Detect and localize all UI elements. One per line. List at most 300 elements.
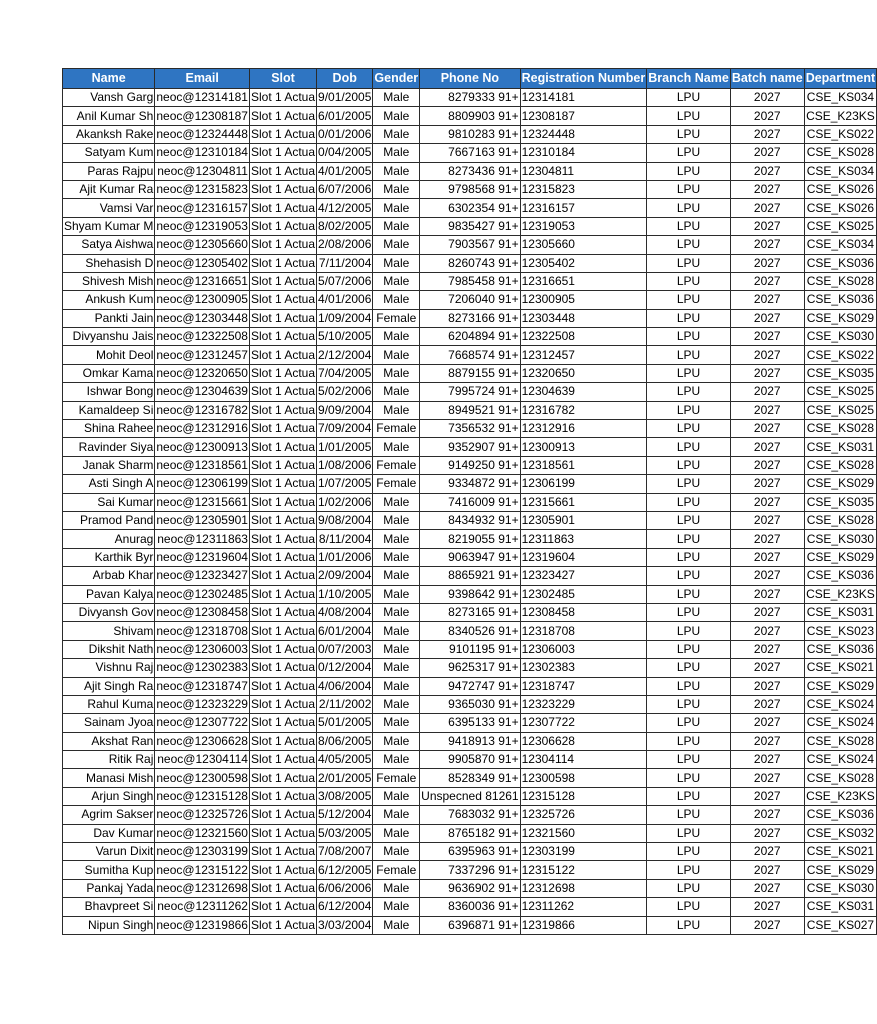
col-registration-cell[interactable]: 12322508 (520, 328, 647, 346)
col-branch-header[interactable]: Branch Name (647, 69, 731, 89)
col-registration-header[interactable]: Registration Number (520, 69, 647, 89)
col-department-cell[interactable]: CSE_KS036 (804, 640, 876, 658)
col-branch-cell[interactable]: LPU (647, 420, 731, 438)
col-department-cell[interactable]: CSE_KS029 (804, 861, 876, 879)
col-gender-cell[interactable]: Male (373, 493, 420, 511)
col-batch-cell[interactable]: 2027 (730, 695, 804, 713)
col-gender-cell[interactable]: Male (373, 401, 420, 419)
col-dob-cell[interactable]: 4/12/2005 (317, 199, 373, 217)
col-branch-cell[interactable]: LPU (647, 530, 731, 548)
col-batch-cell[interactable]: 2027 (730, 383, 804, 401)
col-gender-cell[interactable]: Female (373, 420, 420, 438)
col-batch-cell[interactable]: 2027 (730, 861, 804, 879)
col-name-cell[interactable]: Ravinder Siya (63, 438, 155, 456)
col-slot-cell[interactable]: Slot 1 Actua (249, 438, 316, 456)
col-gender-cell[interactable]: Male (373, 272, 420, 290)
col-name-cell[interactable]: Shivesh Mish (63, 272, 155, 290)
col-dob-cell[interactable]: 8/02/2005 (317, 217, 373, 235)
table-row[interactable] (63, 107, 877, 125)
col-batch-cell[interactable]: 2027 (730, 548, 804, 566)
col-department-cell[interactable]: CSE_KS026 (804, 199, 876, 217)
col-name-cell[interactable]: Akshat Ran (63, 732, 155, 750)
col-branch-cell[interactable]: LPU (647, 456, 731, 474)
col-phone-cell[interactable]: +91 8340526 (420, 622, 520, 640)
col-slot-cell[interactable]: Slot 1 Actua (249, 824, 316, 842)
table-row[interactable] (63, 640, 877, 658)
col-email-cell[interactable]: 12305660@neoc (155, 236, 250, 254)
col-batch-cell[interactable]: 2027 (730, 309, 804, 327)
col-batch-cell[interactable]: 2027 (730, 272, 804, 290)
col-dob-cell[interactable]: 0/07/2003 (317, 640, 373, 658)
col-branch-cell[interactable]: LPU (647, 236, 731, 254)
col-phone-cell[interactable]: Unspecned 81261 (420, 787, 520, 805)
col-batch-cell[interactable]: 2027 (730, 751, 804, 769)
col-phone-cell[interactable]: +91 9334872 (420, 475, 520, 493)
col-name-cell[interactable]: Ajit Singh Ra (63, 677, 155, 695)
col-gender-cell[interactable]: Male (373, 659, 420, 677)
col-name-cell[interactable]: Vamsi Var (63, 199, 155, 217)
col-department-cell[interactable]: CSE_KS036 (804, 806, 876, 824)
col-name-cell[interactable]: Vishnu Raj (63, 659, 155, 677)
col-gender-header[interactable]: Gender (373, 69, 420, 89)
col-department-cell[interactable]: CSE_KS034 (804, 89, 876, 107)
table-row[interactable] (63, 567, 877, 585)
col-batch-cell[interactable]: 2027 (730, 530, 804, 548)
col-registration-cell[interactable]: 12318708 (520, 622, 647, 640)
col-phone-cell[interactable]: +91 9810283 (420, 125, 520, 143)
col-email-cell[interactable]: 12318561@neoc (155, 456, 250, 474)
col-gender-cell[interactable]: Male (373, 328, 420, 346)
col-name-cell[interactable]: Bhavpreet Si (63, 898, 155, 916)
col-dob-cell[interactable]: 3/08/2005 (317, 787, 373, 805)
table-row[interactable] (63, 272, 877, 290)
col-registration-cell[interactable]: 12306003 (520, 640, 647, 658)
col-name-cell[interactable]: Janak Sharm (63, 456, 155, 474)
col-registration-cell[interactable]: 12304639 (520, 383, 647, 401)
table-row[interactable] (63, 916, 877, 934)
col-department-cell[interactable]: CSE_KS029 (804, 309, 876, 327)
col-registration-cell[interactable]: 12312698 (520, 879, 647, 897)
col-slot-cell[interactable]: Slot 1 Actua (249, 364, 316, 382)
col-dob-cell[interactable]: 5/07/2006 (317, 272, 373, 290)
col-slot-cell[interactable]: Slot 1 Actua (249, 861, 316, 879)
col-department-cell[interactable]: CSE_K23KS (804, 585, 876, 603)
col-branch-cell[interactable]: LPU (647, 401, 731, 419)
col-gender-cell[interactable]: Male (373, 180, 420, 198)
col-branch-cell[interactable]: LPU (647, 677, 731, 695)
col-branch-cell[interactable]: LPU (647, 898, 731, 916)
col-department-cell[interactable]: CSE_KS030 (804, 530, 876, 548)
col-email-cell[interactable]: 12305402@neoc (155, 254, 250, 272)
col-branch-cell[interactable]: LPU (647, 89, 731, 107)
col-batch-cell[interactable]: 2027 (730, 217, 804, 235)
col-email-cell[interactable]: 12319604@neoc (155, 548, 250, 566)
table-row[interactable] (63, 291, 877, 309)
col-gender-cell[interactable]: Male (373, 695, 420, 713)
col-email-cell[interactable]: 12306199@neoc (155, 475, 250, 493)
col-phone-cell[interactable]: +91 7337296 (420, 861, 520, 879)
table-row[interactable] (63, 603, 877, 621)
col-gender-cell[interactable]: Male (373, 291, 420, 309)
table-row[interactable] (63, 879, 877, 897)
col-name-cell[interactable]: Dav Kumar (63, 824, 155, 842)
col-batch-cell[interactable]: 2027 (730, 144, 804, 162)
col-phone-cell[interactable]: +91 6302354 (420, 199, 520, 217)
col-dob-cell[interactable]: 4/01/2006 (317, 291, 373, 309)
col-name-cell[interactable]: Divyanshu Jais (63, 328, 155, 346)
col-dob-cell[interactable]: 5/12/2004 (317, 806, 373, 824)
col-email-cell[interactable]: 12300598@neoc (155, 769, 250, 787)
col-phone-cell[interactable]: +91 6396871 (420, 916, 520, 934)
col-phone-cell[interactable]: +91 9905870 (420, 751, 520, 769)
table-row[interactable] (63, 401, 877, 419)
col-batch-cell[interactable]: 2027 (730, 787, 804, 805)
col-email-header[interactable]: Email (155, 69, 250, 89)
col-gender-cell[interactable]: Male (373, 603, 420, 621)
col-slot-cell[interactable]: Slot 1 Actua (249, 879, 316, 897)
col-dob-cell[interactable]: 7/09/2004 (317, 420, 373, 438)
table-row[interactable] (63, 806, 877, 824)
col-phone-cell[interactable]: +91 9636902 (420, 879, 520, 897)
col-slot-cell[interactable]: Slot 1 Actua (249, 199, 316, 217)
col-phone-cell[interactable]: +91 9418913 (420, 732, 520, 750)
col-phone-cell[interactable]: +91 9472747 (420, 677, 520, 695)
col-gender-cell[interactable]: Male (373, 217, 420, 235)
col-registration-cell[interactable]: 12319053 (520, 217, 647, 235)
col-gender-cell[interactable]: Male (373, 162, 420, 180)
table-row[interactable] (63, 677, 877, 695)
col-phone-cell[interactable]: +91 8279333 (420, 89, 520, 107)
col-batch-cell[interactable]: 2027 (730, 438, 804, 456)
col-name-cell[interactable]: Asti Singh A (63, 475, 155, 493)
table-row[interactable] (63, 254, 877, 272)
col-registration-cell[interactable]: 12306628 (520, 732, 647, 750)
col-email-cell[interactable]: 12302485@neoc (155, 585, 250, 603)
col-department-cell[interactable]: CSE_KS025 (804, 217, 876, 235)
col-dob-cell[interactable]: 8/11/2004 (317, 530, 373, 548)
col-batch-cell[interactable]: 2027 (730, 769, 804, 787)
col-branch-cell[interactable]: LPU (647, 438, 731, 456)
col-department-cell[interactable]: CSE_KS022 (804, 125, 876, 143)
col-dob-cell[interactable]: 2/12/2004 (317, 346, 373, 364)
col-branch-cell[interactable]: LPU (647, 364, 731, 382)
col-branch-cell[interactable]: LPU (647, 107, 731, 125)
col-department-cell[interactable]: CSE_KS028 (804, 732, 876, 750)
table-row[interactable] (63, 732, 877, 750)
col-slot-cell[interactable]: Slot 1 Actua (249, 916, 316, 934)
col-slot-cell[interactable]: Slot 1 Actua (249, 511, 316, 529)
table-row[interactable] (63, 751, 877, 769)
col-phone-cell[interactable]: +91 8528349 (420, 769, 520, 787)
col-batch-cell[interactable]: 2027 (730, 714, 804, 732)
col-gender-cell[interactable]: Male (373, 236, 420, 254)
col-name-cell[interactable]: Karthik Byr (63, 548, 155, 566)
col-registration-cell[interactable]: 12311863 (520, 530, 647, 548)
col-gender-cell[interactable]: Male (373, 806, 420, 824)
col-batch-cell[interactable]: 2027 (730, 328, 804, 346)
col-phone-cell[interactable]: +91 8879155 (420, 364, 520, 382)
col-department-cell[interactable]: CSE_KS031 (804, 898, 876, 916)
col-registration-cell[interactable]: 12302485 (520, 585, 647, 603)
col-batch-cell[interactable]: 2027 (730, 254, 804, 272)
col-slot-cell[interactable]: Slot 1 Actua (249, 291, 316, 309)
col-department-cell[interactable]: CSE_KS029 (804, 475, 876, 493)
col-phone-cell[interactable]: +91 7985458 (420, 272, 520, 290)
col-batch-cell[interactable]: 2027 (730, 89, 804, 107)
col-email-cell[interactable]: 12312457@neoc (155, 346, 250, 364)
col-name-cell[interactable]: Anil Kumar Sh (63, 107, 155, 125)
col-registration-cell[interactable]: 12318747 (520, 677, 647, 695)
table-row[interactable] (63, 714, 877, 732)
col-batch-cell[interactable]: 2027 (730, 732, 804, 750)
col-phone-cell[interactable]: +91 9835427 (420, 217, 520, 235)
col-gender-cell[interactable]: Male (373, 824, 420, 842)
col-name-cell[interactable]: Sumitha Kup (63, 861, 155, 879)
table-row[interactable] (63, 180, 877, 198)
col-branch-cell[interactable]: LPU (647, 254, 731, 272)
table-row[interactable] (63, 824, 877, 842)
col-department-cell[interactable]: CSE_KS024 (804, 751, 876, 769)
col-registration-cell[interactable]: 12318561 (520, 456, 647, 474)
col-department-header[interactable]: Department (804, 69, 876, 89)
col-dob-cell[interactable]: 1/01/2006 (317, 548, 373, 566)
table-row[interactable] (63, 769, 877, 787)
col-dob-cell[interactable]: 6/01/2004 (317, 622, 373, 640)
col-branch-cell[interactable]: LPU (647, 916, 731, 934)
col-dob-cell[interactable]: 5/02/2006 (317, 383, 373, 401)
col-phone-cell[interactable]: +91 7206040 (420, 291, 520, 309)
col-slot-cell[interactable]: Slot 1 Actua (249, 603, 316, 621)
col-slot-cell[interactable]: Slot 1 Actua (249, 107, 316, 125)
table-row[interactable] (63, 456, 877, 474)
col-dob-cell[interactable]: 2/11/2002 (317, 695, 373, 713)
col-slot-cell[interactable]: Slot 1 Actua (249, 125, 316, 143)
col-gender-cell[interactable]: Male (373, 364, 420, 382)
col-branch-cell[interactable]: LPU (647, 787, 731, 805)
col-batch-cell[interactable]: 2027 (730, 493, 804, 511)
col-phone-cell[interactable]: +91 8949521 (420, 401, 520, 419)
col-email-cell[interactable]: 12312698@neoc (155, 879, 250, 897)
col-gender-cell[interactable]: Female (373, 475, 420, 493)
col-email-cell[interactable]: 12322508@neoc (155, 328, 250, 346)
col-dob-cell[interactable]: 0/04/2005 (317, 144, 373, 162)
col-email-cell[interactable]: 12310184@neoc (155, 144, 250, 162)
col-slot-cell[interactable]: Slot 1 Actua (249, 420, 316, 438)
col-branch-cell[interactable]: LPU (647, 732, 731, 750)
table-row[interactable] (63, 861, 877, 879)
col-branch-cell[interactable]: LPU (647, 291, 731, 309)
col-department-cell[interactable]: CSE_KS028 (804, 456, 876, 474)
col-department-cell[interactable]: CSE_KS034 (804, 236, 876, 254)
col-name-cell[interactable]: Sai Kumar (63, 493, 155, 511)
col-dob-cell[interactable]: 9/01/2005 (317, 89, 373, 107)
col-gender-cell[interactable]: Male (373, 548, 420, 566)
col-phone-cell[interactable]: +91 9063947 (420, 548, 520, 566)
col-name-cell[interactable]: Shehasish D (63, 254, 155, 272)
col-email-cell[interactable]: 12307722@neoc (155, 714, 250, 732)
col-branch-cell[interactable]: LPU (647, 843, 731, 861)
col-dob-cell[interactable]: 1/07/2005 (317, 475, 373, 493)
col-name-cell[interactable]: Akanksh Rake (63, 125, 155, 143)
col-registration-cell[interactable]: 12305402 (520, 254, 647, 272)
col-phone-cell[interactable]: +91 6395963 (420, 843, 520, 861)
col-gender-cell[interactable]: Male (373, 511, 420, 529)
col-department-cell[interactable]: CSE_K23KS (804, 787, 876, 805)
col-slot-cell[interactable]: Slot 1 Actua (249, 346, 316, 364)
col-gender-cell[interactable]: Male (373, 438, 420, 456)
col-name-cell[interactable]: Dikshit Nath (63, 640, 155, 658)
col-dob-cell[interactable]: 9/08/2004 (317, 511, 373, 529)
col-slot-cell[interactable]: Slot 1 Actua (249, 475, 316, 493)
col-branch-cell[interactable]: LPU (647, 751, 731, 769)
col-phone-cell[interactable]: +91 9398642 (420, 585, 520, 603)
col-branch-cell[interactable]: LPU (647, 272, 731, 290)
col-gender-cell[interactable]: Male (373, 787, 420, 805)
col-department-cell[interactable]: CSE_KS028 (804, 420, 876, 438)
table-row[interactable] (63, 125, 877, 143)
col-department-cell[interactable]: CSE_KS030 (804, 879, 876, 897)
col-branch-cell[interactable]: LPU (647, 695, 731, 713)
col-batch-cell[interactable]: 2027 (730, 475, 804, 493)
col-batch-cell[interactable]: 2027 (730, 567, 804, 585)
col-slot-cell[interactable]: Slot 1 Actua (249, 89, 316, 107)
col-batch-cell[interactable]: 2027 (730, 456, 804, 474)
col-branch-cell[interactable]: LPU (647, 640, 731, 658)
col-name-cell[interactable]: Shivam (63, 622, 155, 640)
col-gender-cell[interactable]: Male (373, 567, 420, 585)
col-dob-cell[interactable]: 6/12/2005 (317, 861, 373, 879)
col-gender-cell[interactable]: Female (373, 456, 420, 474)
col-email-cell[interactable]: 12306003@neoc (155, 640, 250, 658)
col-email-cell[interactable]: 12312916@neoc (155, 420, 250, 438)
col-branch-cell[interactable]: LPU (647, 217, 731, 235)
table-row[interactable] (63, 199, 877, 217)
col-branch-cell[interactable]: LPU (647, 714, 731, 732)
col-department-cell[interactable]: CSE_KS028 (804, 769, 876, 787)
col-gender-cell[interactable]: Male (373, 622, 420, 640)
col-slot-cell[interactable]: Slot 1 Actua (249, 640, 316, 658)
col-phone-cell[interactable]: +91 7416009 (420, 493, 520, 511)
col-name-cell[interactable]: Manasi Mish (63, 769, 155, 787)
col-phone-cell[interactable]: +91 7356532 (420, 420, 520, 438)
col-dob-cell[interactable]: 2/08/2006 (317, 236, 373, 254)
col-department-cell[interactable]: CSE_K23KS (804, 107, 876, 125)
col-registration-cell[interactable]: 12315128 (520, 787, 647, 805)
col-phone-cell[interactable]: +91 7995724 (420, 383, 520, 401)
col-gender-cell[interactable]: Male (373, 125, 420, 143)
col-slot-cell[interactable]: Slot 1 Actua (249, 162, 316, 180)
col-phone-cell[interactable]: +91 7683032 (420, 806, 520, 824)
col-name-cell[interactable]: Ankush Kum (63, 291, 155, 309)
col-batch-cell[interactable]: 2027 (730, 364, 804, 382)
col-registration-cell[interactable]: 12305660 (520, 236, 647, 254)
col-email-cell[interactable]: 12304114@neoc (155, 751, 250, 769)
col-department-cell[interactable]: CSE_KS036 (804, 254, 876, 272)
col-email-cell[interactable]: 12315661@neoc (155, 493, 250, 511)
col-registration-cell[interactable]: 12303199 (520, 843, 647, 861)
col-email-cell[interactable]: 12321560@neoc (155, 824, 250, 842)
col-email-cell[interactable]: 12304639@neoc (155, 383, 250, 401)
col-slot-cell[interactable]: Slot 1 Actua (249, 677, 316, 695)
col-phone-cell[interactable]: +91 9352907 (420, 438, 520, 456)
col-department-cell[interactable]: CSE_KS029 (804, 677, 876, 695)
col-dob-cell[interactable]: 4/05/2005 (317, 751, 373, 769)
col-name-cell[interactable]: Divyansh Gov (63, 603, 155, 621)
col-gender-cell[interactable]: Male (373, 677, 420, 695)
col-slot-cell[interactable]: Slot 1 Actua (249, 144, 316, 162)
col-slot-cell[interactable]: Slot 1 Actua (249, 751, 316, 769)
col-department-cell[interactable]: CSE_KS029 (804, 548, 876, 566)
table-row[interactable] (63, 89, 877, 107)
col-department-cell[interactable]: CSE_KS031 (804, 438, 876, 456)
col-slot-cell[interactable]: Slot 1 Actua (249, 217, 316, 235)
col-dob-cell[interactable]: 7/08/2007 (317, 843, 373, 861)
col-slot-cell[interactable]: Slot 1 Actua (249, 401, 316, 419)
col-dob-cell[interactable]: 1/09/2004 (317, 309, 373, 327)
col-email-cell[interactable]: 12300913@neoc (155, 438, 250, 456)
col-dob-cell[interactable]: 9/09/2004 (317, 401, 373, 419)
col-name-cell[interactable]: Ajit Kumar Ra (63, 180, 155, 198)
col-registration-cell[interactable]: 12304811 (520, 162, 647, 180)
col-phone-cell[interactable]: +91 8865921 (420, 567, 520, 585)
table-row[interactable] (63, 162, 877, 180)
col-batch-cell[interactable]: 2027 (730, 622, 804, 640)
col-department-cell[interactable]: CSE_KS026 (804, 180, 876, 198)
table-row[interactable] (63, 236, 877, 254)
col-gender-cell[interactable]: Male (373, 107, 420, 125)
col-branch-cell[interactable]: LPU (647, 585, 731, 603)
col-phone-cell[interactable]: +91 8765182 (420, 824, 520, 842)
col-email-cell[interactable]: 12306628@neoc (155, 732, 250, 750)
col-slot-cell[interactable]: Slot 1 Actua (249, 787, 316, 805)
col-email-cell[interactable]: 12314181@neoc (155, 89, 250, 107)
col-slot-cell[interactable]: Slot 1 Actua (249, 567, 316, 585)
col-gender-cell[interactable]: Female (373, 769, 420, 787)
col-department-cell[interactable]: CSE_KS031 (804, 603, 876, 621)
col-department-cell[interactable]: CSE_KS025 (804, 401, 876, 419)
col-name-cell[interactable]: Ritik Raj (63, 751, 155, 769)
col-branch-cell[interactable]: LPU (647, 567, 731, 585)
col-slot-cell[interactable]: Slot 1 Actua (249, 585, 316, 603)
col-batch-cell[interactable]: 2027 (730, 199, 804, 217)
col-department-cell[interactable]: CSE_KS035 (804, 493, 876, 511)
col-email-cell[interactable]: 12316157@neoc (155, 199, 250, 217)
col-name-cell[interactable]: Varun Dixit (63, 843, 155, 861)
col-phone-cell[interactable]: +91 8260743 (420, 254, 520, 272)
col-name-cell[interactable]: Vansh Garg (63, 89, 155, 107)
col-batch-cell[interactable]: 2027 (730, 916, 804, 934)
col-branch-cell[interactable]: LPU (647, 548, 731, 566)
col-email-cell[interactable]: 12304811@neoc (155, 162, 250, 180)
col-registration-cell[interactable]: 12306199 (520, 475, 647, 493)
col-name-cell[interactable]: Rahul Kuma (63, 695, 155, 713)
col-department-cell[interactable]: CSE_KS030 (804, 328, 876, 346)
col-gender-cell[interactable]: Male (373, 530, 420, 548)
col-email-cell[interactable]: 12302383@neoc (155, 659, 250, 677)
col-registration-cell[interactable]: 12314181 (520, 89, 647, 107)
col-branch-cell[interactable]: LPU (647, 383, 731, 401)
col-dob-cell[interactable]: 8/06/2005 (317, 732, 373, 750)
col-registration-cell[interactable]: 12303448 (520, 309, 647, 327)
col-department-cell[interactable]: CSE_KS024 (804, 714, 876, 732)
col-gender-cell[interactable]: Female (373, 309, 420, 327)
col-email-cell[interactable]: 12323229@neoc (155, 695, 250, 713)
col-phone-header[interactable]: Phone No (420, 69, 520, 89)
col-name-cell[interactable]: Mohit Deol (63, 346, 155, 364)
col-branch-cell[interactable]: LPU (647, 346, 731, 364)
col-department-cell[interactable]: CSE_KS028 (804, 272, 876, 290)
col-branch-cell[interactable]: LPU (647, 493, 731, 511)
